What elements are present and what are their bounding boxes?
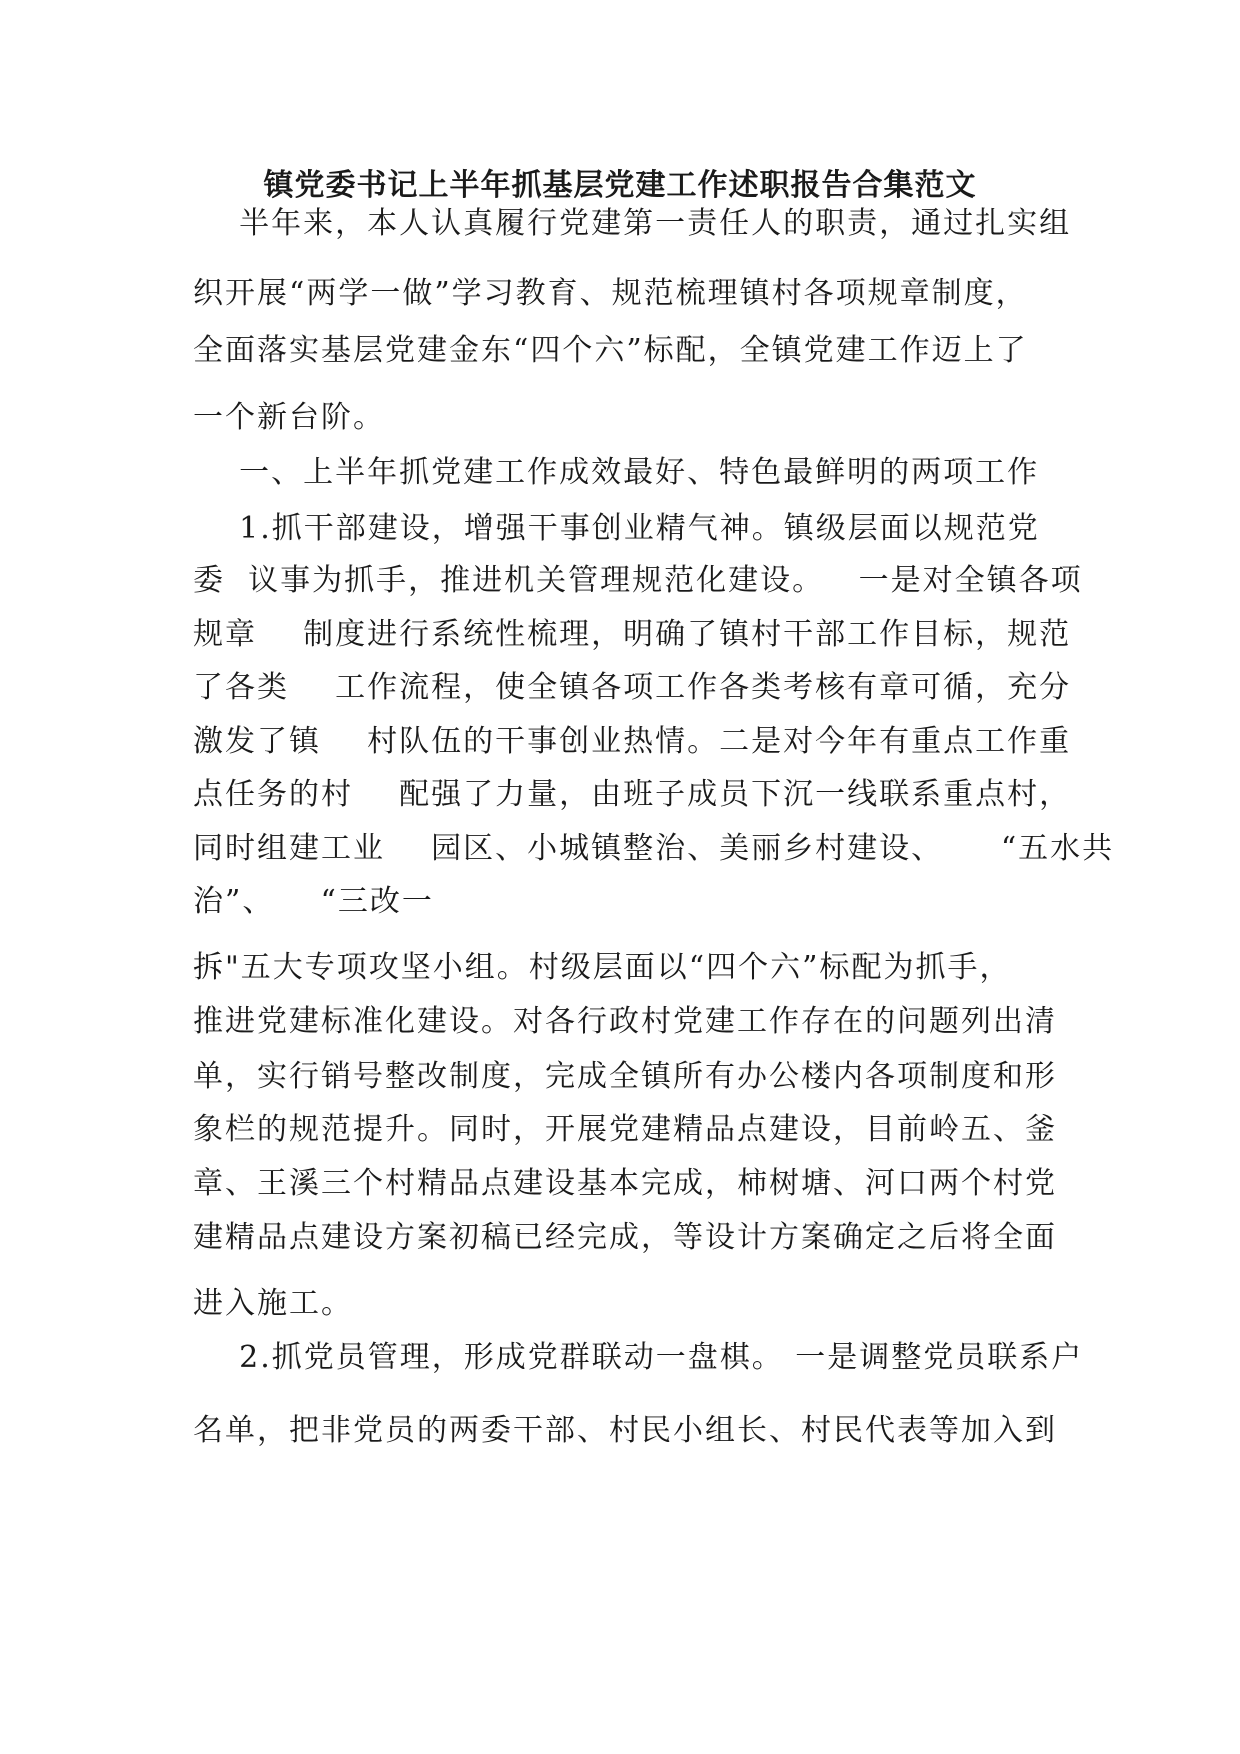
- body-line-14: 拆"五大专项攻坚小组。村级层面以“四个六”标配为抓手，: [193, 950, 1012, 985]
- body-line-21: 2.抓党员管理，形成党群联动一盘棋。 一是调整党员联系户: [193, 1340, 1084, 1375]
- body-line-1: 半年来，本人认真履行党建第一责任人的职责，通过扎实组: [193, 206, 1072, 241]
- body-line-17: 象栏的规范提升。同时，开展党建精品点建设，目前岭五、釜: [193, 1112, 1057, 1147]
- body-line-7: 委 议事为抓手，推进机关管理规范化建设。 一是对全镇各项: [193, 563, 1083, 598]
- body-line-10: 激发了镇 村队伍的干事创业热情。二是对今年有重点工作重: [193, 724, 1072, 759]
- body-line-8: 规章 制度进行系统性梳理，明确了镇村干部工作目标，规范: [193, 617, 1072, 652]
- body-line-18: 章、王溪三个村精品点建设基本完成，柿树塘、河口两个村党: [193, 1166, 1057, 1201]
- body-line-6: 1.抓干部建设，增强干事创业精气神。镇级层面以规范党: [193, 511, 1040, 546]
- body-line-3: 全面落实基层党建金东“四个六”标配，全镇党建工作迈上了: [193, 333, 1028, 368]
- body-line-16: 单，实行销号整改制度，完成全镇所有办公楼内各项制度和形: [193, 1059, 1057, 1094]
- body-line-2: 织开展“两学一做”学习教育、规范梳理镇村各项规章制度，: [193, 276, 1028, 311]
- body-line-5: 一、上半年抓党建工作成效最好、特色最鲜明的两项工作: [193, 455, 1040, 490]
- document-title: 镇党委书记上半年抓基层党建工作述职报告合集范文: [263, 168, 977, 203]
- body-line-9: 了各类 工作流程，使全镇各项工作各类考核有章可循，充分: [193, 670, 1072, 705]
- body-line-12: 同时组建工业 园区、小城镇整治、美丽乡村建设、 “五水共: [193, 831, 1115, 866]
- body-line-20: 进入施工。: [193, 1286, 353, 1321]
- body-line-15: 推进党建标准化建设。对各行政村党建工作存在的问题列出清: [193, 1004, 1057, 1039]
- body-line-4: 一个新台阶。: [193, 400, 385, 435]
- body-line-19: 建精品点建设方案初稿已经完成，等设计方案确定之后将全面: [193, 1220, 1057, 1255]
- body-line-11: 点任务的村 配强了力量，由班子成员下沉一线联系重点村，: [193, 777, 1072, 812]
- body-line-22: 名单，把非党员的两委干部、村民小组长、村民代表等加入到: [193, 1413, 1057, 1448]
- body-line-13: 治”、 “三改一: [193, 884, 434, 919]
